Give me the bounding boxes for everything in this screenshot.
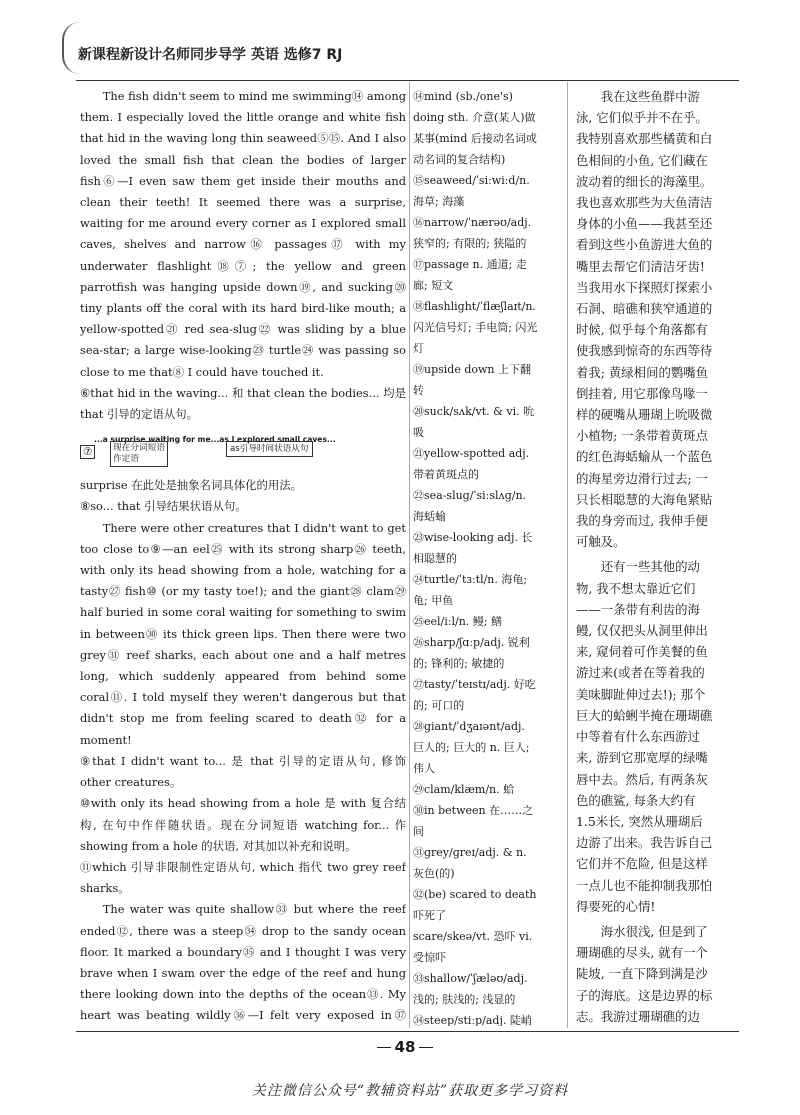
page-header: 新课程新设计名师同步导学 英语 选修7 RJ [78,47,343,63]
diagram-label-as-clause: as引导时间状语从句 [226,441,313,457]
vocab-entry: ㉕eel/iːl/n. 鳗; 鳝 [413,615,502,628]
column-divider [409,82,410,1028]
vocab-entry: ㉖sharp/ʃɑːp/adj. 锐利的; 锋利的; 敏捷的 [413,636,530,670]
english-paragraph: The fish didn't seem to mind me swimming⑭ among them. I especially loved the little orange and white fish that hid in the waving long thin seaweed⑤⑮. And I also loved the small fish that clean the bodies of larger fish⑥—I even saw them get inside their mouths and clean their teeth! It seemed there was a surprise, waiting for me around every corner as I explored small caves, shelves and narrow⑯ passages⑰ with my underwater flashlight⑱⑦; the yellow and green parrotfish was hanging upside down⑲, and sucking⑳ tiny plants off the coral with its hard bird-like mouth; a yellow-spotted㉑ red sea-slug㉒ was sliding by a blue sea-star; a large wise-looking㉓ turtle㉔ was passing so close to me that⑧ I could have touched it. [80,89,406,379]
vocab-entry: ㉚in between 在……之间 [413,804,534,838]
vocab-entry: ⑲upside down 上下翻转 [413,363,531,397]
translation-paragraph: 还有一些其他的动物, 我不想太靠近它们——一条带有利齿的海鳗, 仅仅把头从洞里伸出来, 窥伺着可作美餐的鱼游过来(或者在等着我的美味脚趾伸过去!); 那个巨大的蛤蜊半掩在珊瑚礁中等着有什么东西游过来, 游到它那宽厚的绿嘴唇中去。然后, 有两条灰色的礁鲨, 每条大约有1.5米长, 突然从珊瑚后边游了出来。我告诉自己它们并不危险, 但是这样一点儿也不能抑制我那怕得要死的心情! [576,559,713,914]
english-paragraph: The water was quite shallow㉝ but where the reef ended⑫, there was a steep㉞ drop to the sandy ocean floor. It marked a boundary㉟ and I thought I was very brave when I swam over the edge of the reef and hung there looking down into the depths of the ocean⑬. My heart was beating wildly㊱—I felt very exposed in㊲ [80,902,406,1023]
vocab-entry: ⑮seaweed/ˈsiːwiːd/n. 海草; 海藻 [413,174,530,208]
vocab-entry: ㉛grey/ɡreɪ/adj. & n. 灰色(的) [413,846,527,880]
grammar-note: ⑩with only its head showing from a hole 是 with 复合结构, 在句中作伴随状语。现在分词短语 watching for... 作 showing from a hole 的状语, 对其加以补充和说明。 [80,796,406,853]
translation-paragraph: 我在这些鱼群中游泳, 它们似乎并不在乎。我特别喜欢那些橘黄和白色相间的小鱼, 它们藏在波动着的细长的海藻里。我也喜欢那些为大鱼清洁身体的小鱼——我甚至还看到这些小鱼游进大鱼的嘴里去帮它们清洁牙齿! 当我用水下探照灯探索小石洞、暗礁和狭窄通道的时候, 似乎每个角落都有使我感到惊奇的东西等待着我; 黄绿相间的鹦嘴鱼倒挂着, 用它那像鸟喙一样的硬嘴从珊瑚上吮吸微小植物; 一条带着黄斑点的红色海蛞蝓从一个蓝色的海星旁边滑行过去; 一只长相聪慧的大海龟紧贴我的身旁而过, 我伸手便可触及。 [576,89,713,550]
vocab-entry: ㉙clam/klæm/n. 蛤 [413,783,515,796]
vocab-entry: ㉗tasty/ˈteɪstɪ/adj. 好吃的; 可口的 [413,678,536,712]
vocab-entry: scare/skeə/vt. 恐吓 vi. 受惊吓 [413,930,533,964]
grammar-note: ⑥that hid in the waving... 和 that clean the bodies... 均是 that 引导的定语从句。 [80,385,406,422]
vocabulary-column [413,86,539,1026]
grammar-note: surprise 在此处是抽象名词具体化的用法。 [80,478,303,493]
english-column [80,86,406,1026]
grammar-note: ⑪which 引导非限制性定语从句, which 指代 two grey reef sharks。 [80,859,406,896]
english-paragraph: There were other creatures that I didn't want to get too close to⑨—an eel㉕ with its strong sharp㉖ teeth, with only its head showing from a hole, watching for a tasty㉗ fish⑩ (or my tasty toe!); and the giant㉘ clam㉙ half buried in some coral waiting for something to swim in between㉚ its thick green lips. Then there were two grey㉛ reef sharks, each about one and a half metres long, which suddenly appeared from behind some coral⑪. I told myself they weren't dangerous but that didn't stop me from feeling scared to death㉜ for a moment! [80,520,406,747]
vocab-entry: ㉑yellow-spotted adj. 带着黄斑点的 [413,447,530,481]
vocab-entry: ⑭mind (sb./one's) doing sth. 介意(某人)做某事(mind 后接动名词或动名词的复合结构) [413,90,537,166]
vocab-entry: ㉓wise-looking adj. 长相聪慧的 [413,531,533,565]
vocab-entry: ㉜(be) scared to death 吓死了 [413,888,537,922]
vocab-entry: ㉘giant/ˈdʒaɪənt/adj. 巨人的; 巨大的 n. 巨人; 伟人 [413,720,530,775]
vocab-entry: ⑱flashlight/ˈflæʃlaɪt/n. 闪光信号灯; 手电筒; 闪光灯 [413,300,538,355]
vocab-entry: ㉝shallow/ˈʃæləʊ/adj. 浅的; 肤浅的; 浅显的 [413,972,528,1006]
translation-paragraph: 海水很浅, 但是到了珊瑚礁的尽头, 就有一个陡坡, 一直下降到满是沙子的海底。这是边界的标志。我游过珊瑚礁的边 [576,923,713,1024]
diagram-tag: ⑦ [80,445,95,459]
vocab-entry: ㉞steep/stiːp/adj. 陡峭 [413,1014,532,1026]
vocab-entry: ⑰passage n. 通道; 走廊; 短文 [413,258,527,292]
vocab-entry: ⑯narrow/ˈnærəʊ/adj. 狭窄的; 有限的; 狭隘的 [413,216,532,250]
grammar-note: ⑧so... that 引导结果状语从句。 [80,499,247,514]
dash-left [377,1047,391,1048]
translation-column [576,86,714,1026]
dash-right [419,1047,433,1048]
diagram-label-participle: 现在分词短语作定语 [110,441,168,467]
vocab-entry: ㉔turtle/ˈtɜːtl/n. 海龟; 龟; 甲鱼 [413,573,528,607]
grammar-note: ⑨that I didn't want to... 是 that 引导的定语从句, 修饰 other creatures。 [80,753,406,790]
column-divider [567,82,568,1028]
vocab-entry: ㉒sea-slug/ˈsiːslʌɡ/n. 海蛞蝓 [413,489,527,523]
vocab-entry: ⑳suck/sʌk/vt. & vi. 吮吸 [413,405,535,439]
diagram-sentence: ...a surprise waiting for me...as I explored small caves... [94,435,336,445]
sentence-diagram [80,429,406,471]
footer-note: 关注微信公众号“教辅资料站”获取更多学习资料 [251,1083,569,1099]
page-number [360,1038,450,1056]
page-number-text: 48 [394,1038,416,1056]
